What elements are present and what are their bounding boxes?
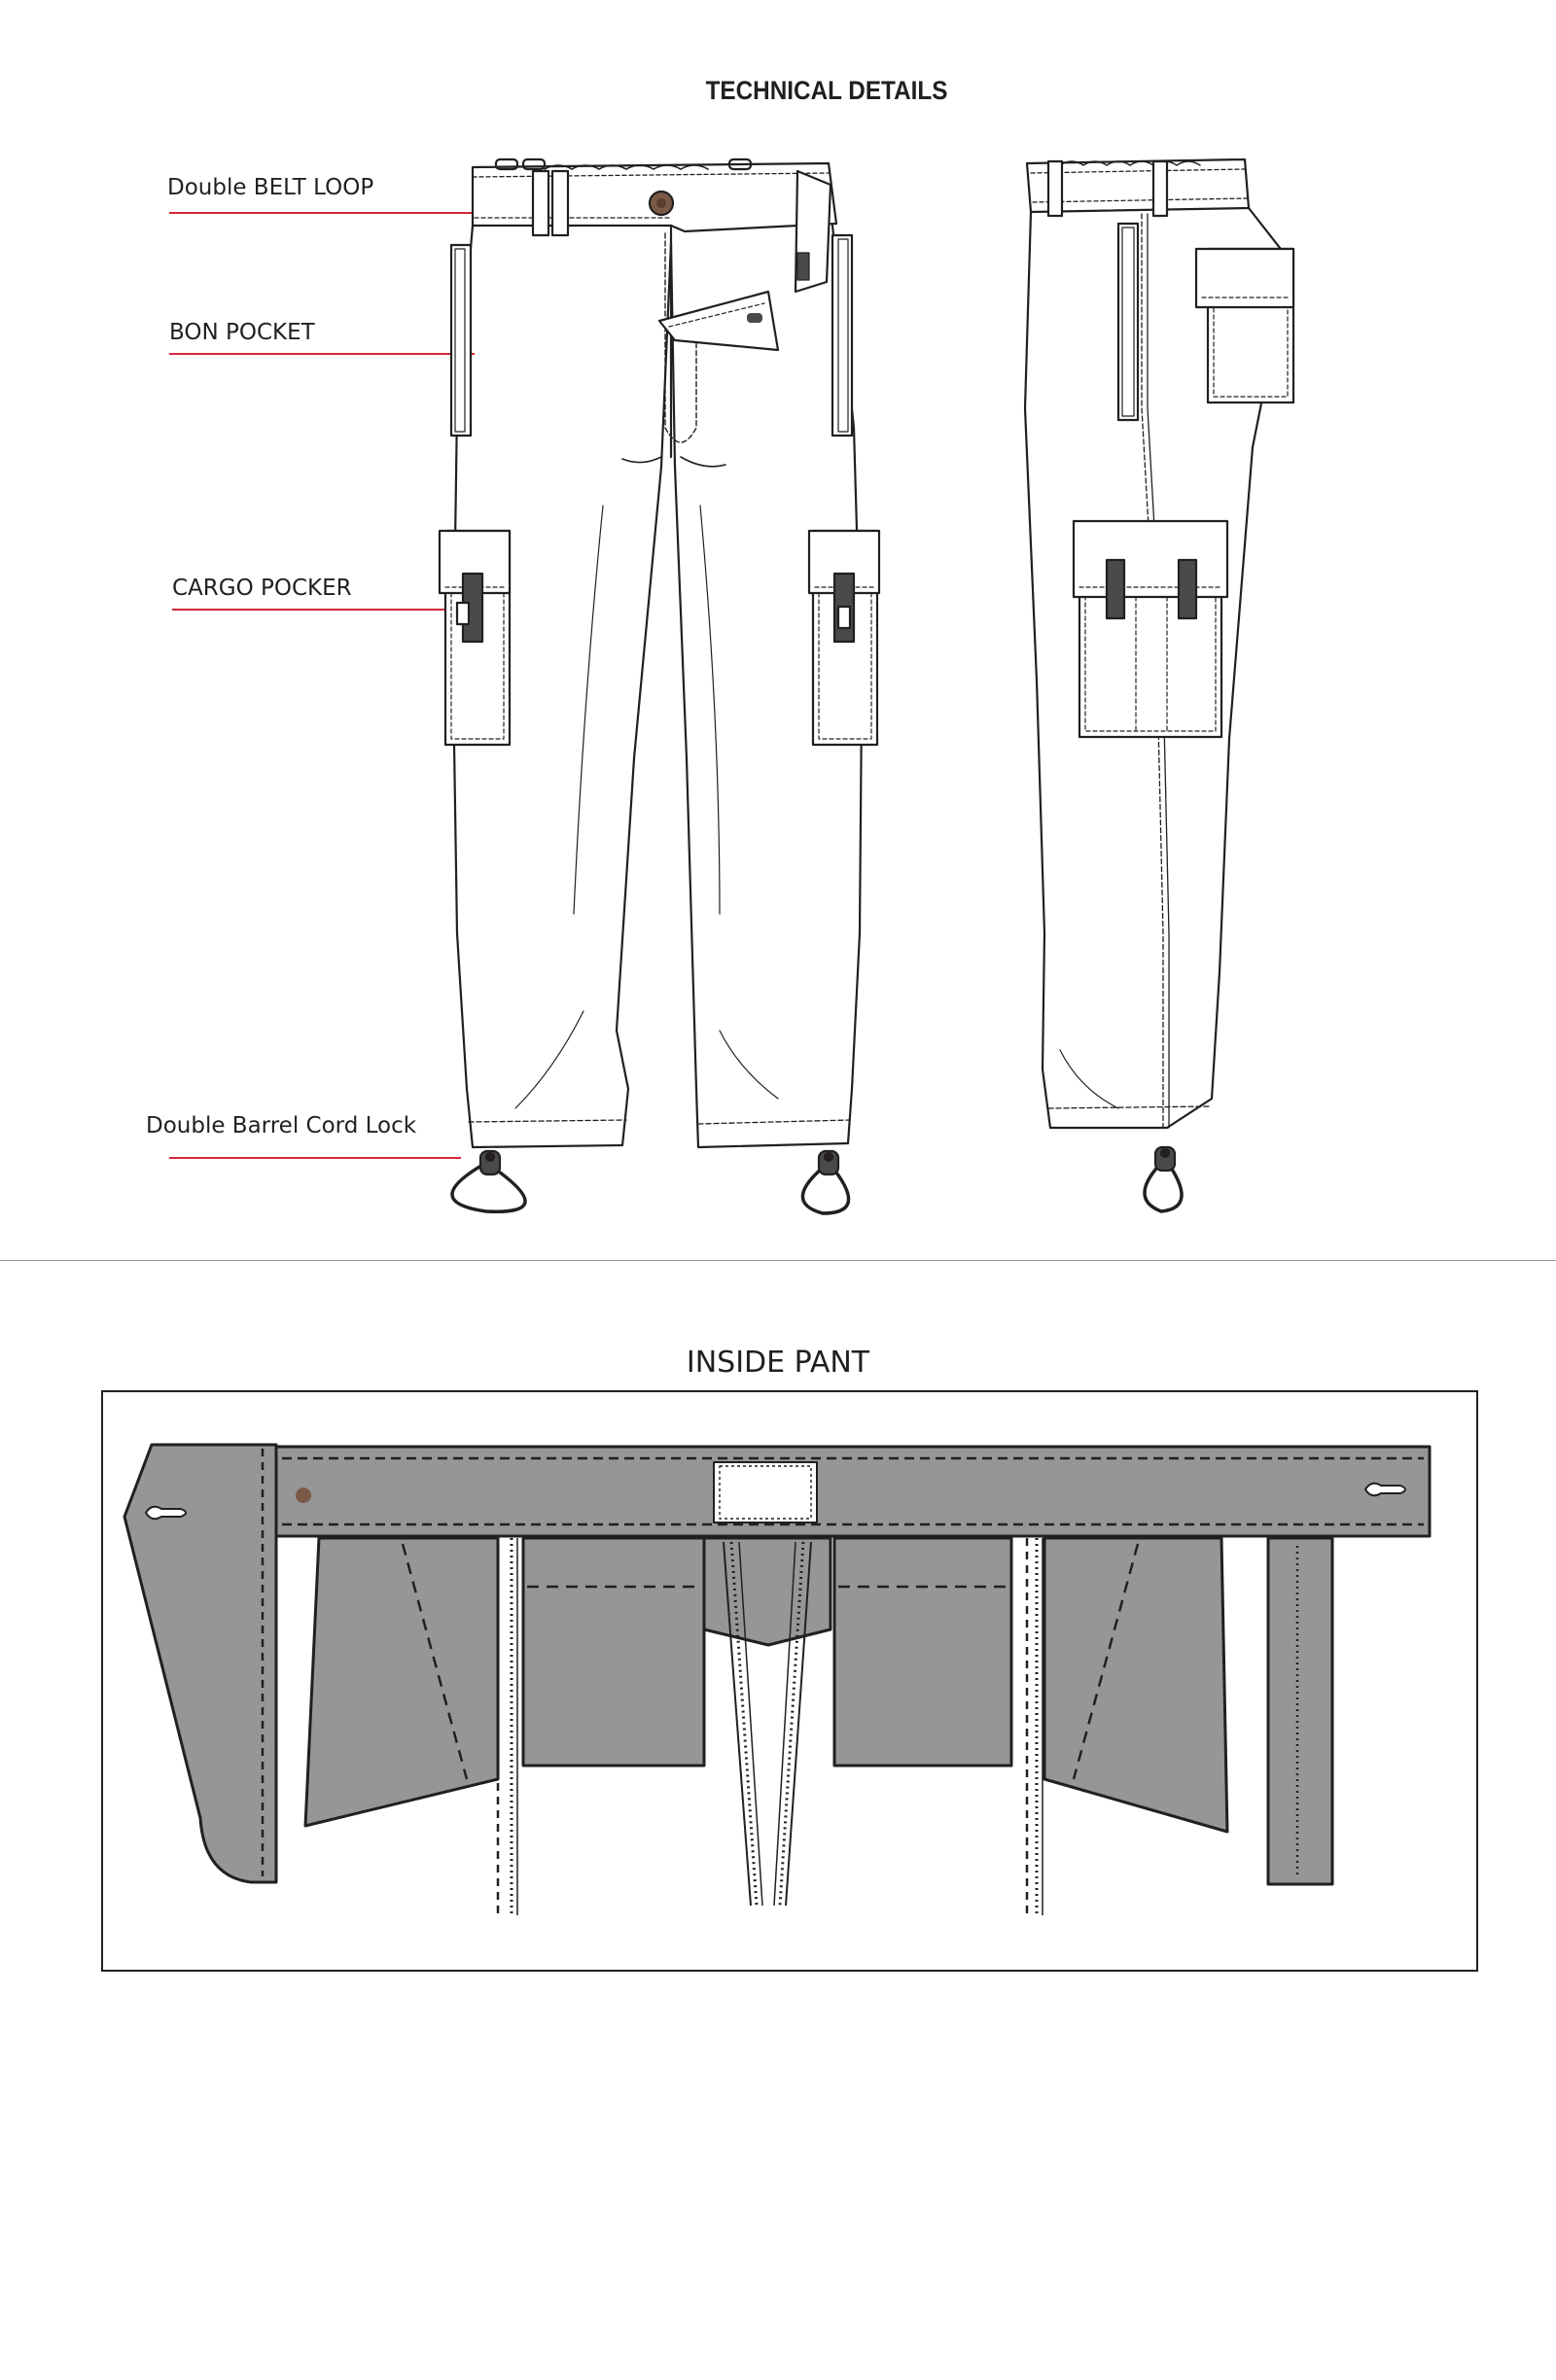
care-label-patch: [714, 1462, 817, 1522]
callout-label-cargo-pocket: CARGO POCKER: [172, 576, 352, 601]
inside-pocket-bag-center-right: [834, 1538, 1011, 1766]
buttonhole-right-icon: [1365, 1484, 1405, 1496]
inside-pocket-bag-left: [305, 1538, 498, 1826]
inside-pant-title: INSIDE PANT: [686, 1346, 870, 1380]
inside-pocket-bag-center-left: [523, 1538, 704, 1766]
inside-pocket-bag-right: [1044, 1538, 1227, 1832]
buttonhole-left-icon: [146, 1507, 186, 1520]
inside-waistband: [276, 1447, 1430, 1536]
callout-label-belt-loop: Double BELT LOOP: [167, 175, 374, 200]
inside-belt-loop-strip: [1268, 1538, 1332, 1884]
callout-label-bon-pocket: BON POCKET: [169, 320, 315, 345]
inside-button-icon: [296, 1488, 311, 1503]
callout-label-cord-lock: Double Barrel Cord Lock: [146, 1113, 417, 1138]
diagram-title: TECHNICAL DETAILS: [705, 76, 948, 105]
